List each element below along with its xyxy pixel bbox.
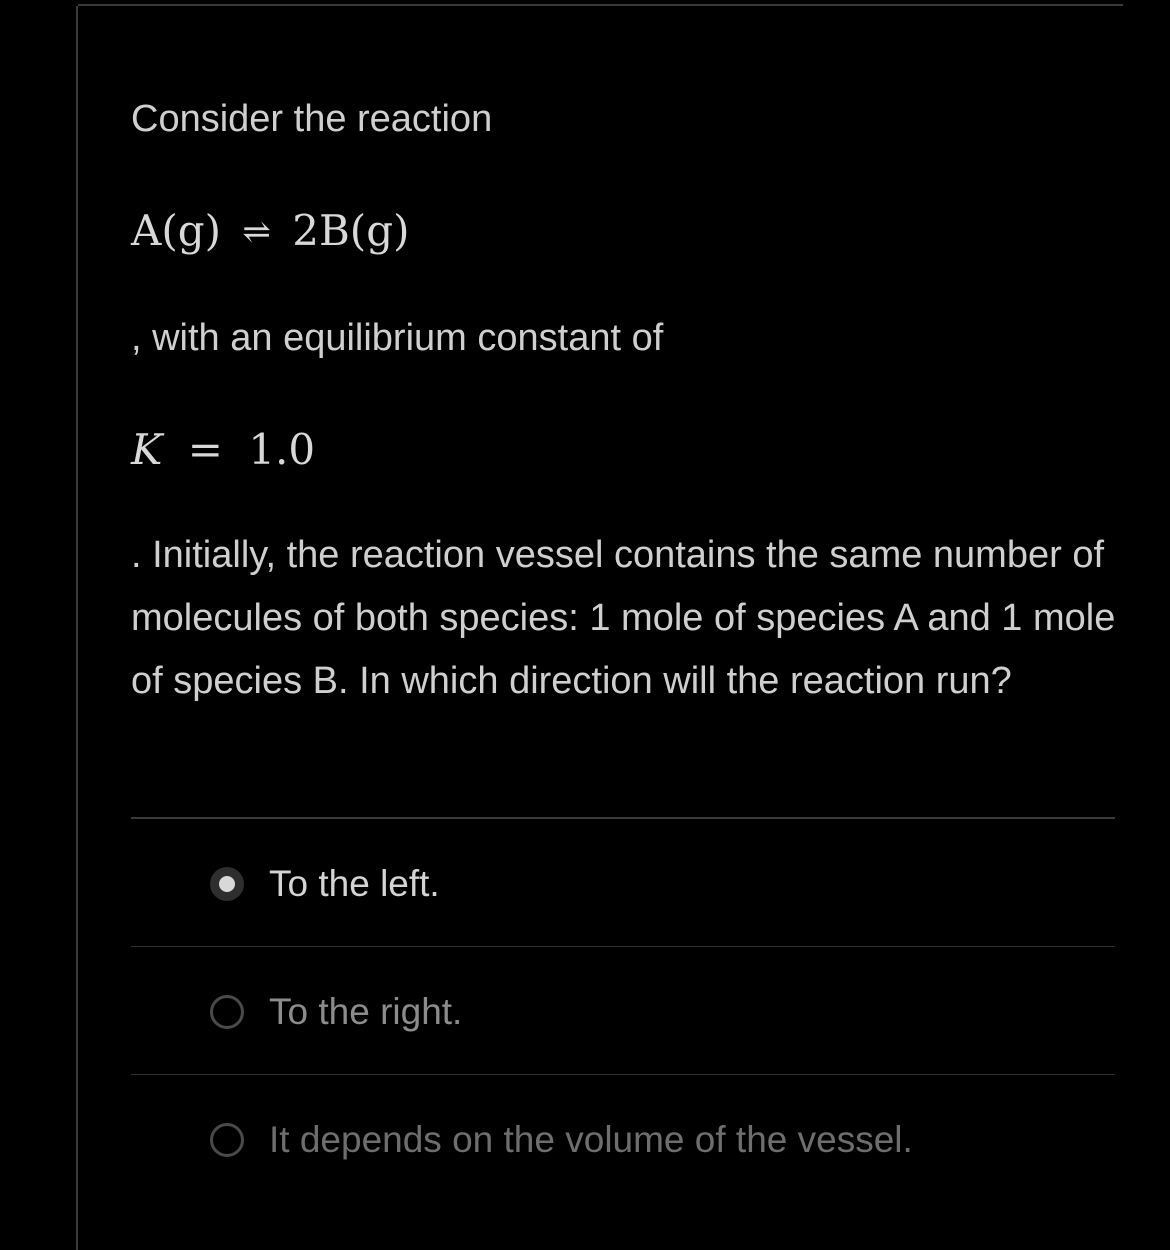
radio-selected-icon[interactable] bbox=[210, 867, 244, 901]
option-label: To the left. bbox=[269, 863, 440, 904]
equilibrium-arrow-icon: ⇌ bbox=[242, 212, 271, 252]
option-label: To the right. bbox=[269, 991, 463, 1032]
constant-variable: K bbox=[131, 425, 163, 474]
top-divider bbox=[78, 4, 1123, 6]
product: 2B(g) bbox=[292, 206, 410, 255]
option-to-the-left[interactable] bbox=[131, 819, 1115, 947]
answer-options bbox=[131, 817, 1115, 1202]
option-depends-on-volume[interactable] bbox=[131, 1075, 1115, 1202]
equilibrium-constant bbox=[131, 420, 1116, 480]
radio-unselected-icon[interactable] bbox=[210, 995, 244, 1029]
question-intro: Consider the reaction bbox=[131, 98, 493, 140]
question-content bbox=[131, 88, 1116, 713]
radio-unselected-icon[interactable] bbox=[210, 1123, 244, 1157]
option-label: It depends on the volume of the vessel. bbox=[269, 1119, 913, 1160]
option-to-the-right[interactable] bbox=[131, 947, 1115, 1075]
question-body: . Initially, the reaction vessel contains the same number of molecules of both species: 1 mole of species A and 1 mole of species B. In which direction will the reaction run? bbox=[131, 534, 1116, 702]
constant-value: 1.0 bbox=[248, 425, 316, 474]
left-divider bbox=[76, 6, 78, 1250]
reactant: A(g) bbox=[131, 206, 221, 255]
question-with-text: , with an equilibrium constant of bbox=[131, 317, 664, 359]
constant-equals: = bbox=[187, 425, 223, 474]
reaction-equation bbox=[131, 201, 1116, 261]
